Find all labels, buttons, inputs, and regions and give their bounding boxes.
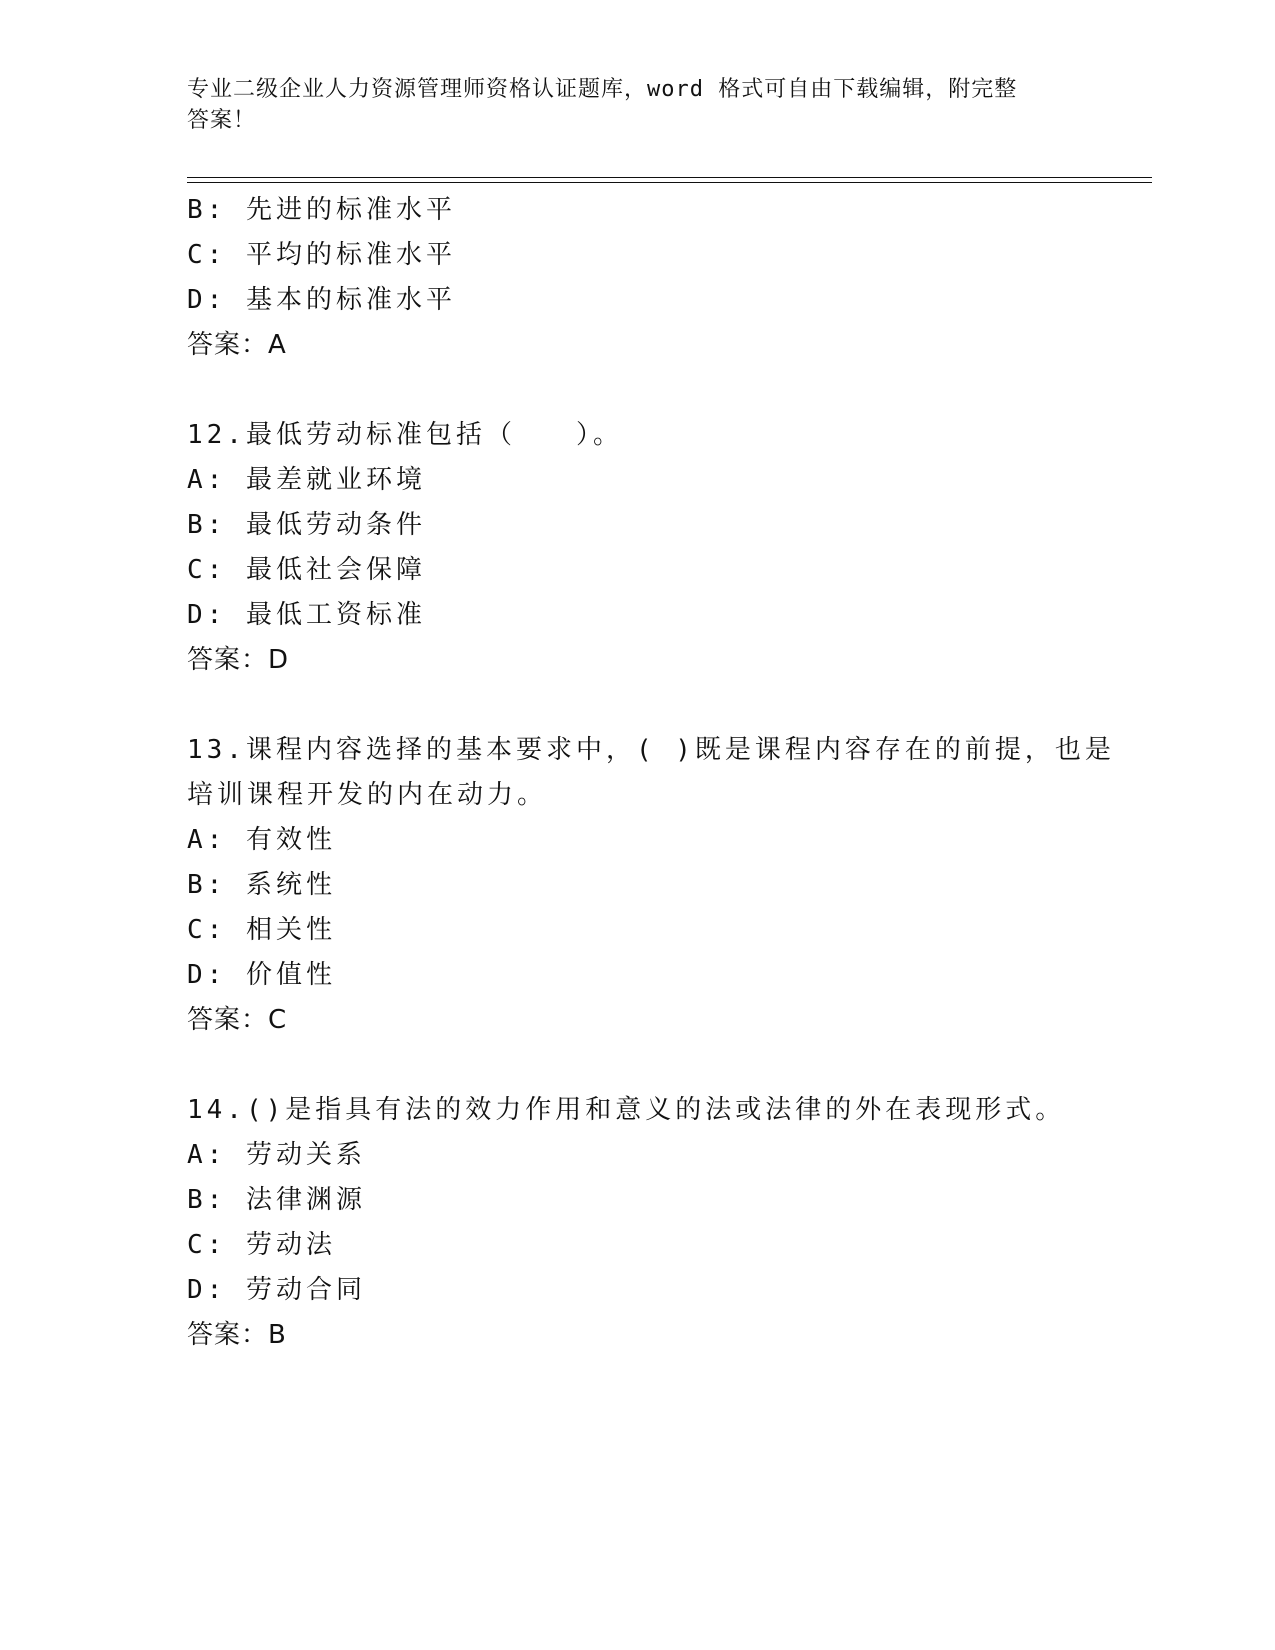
q13-option-a: A: 有效性 [187,825,336,855]
q14-option-c: C: 劳动法 [187,1230,336,1260]
q14-option-a: A: 劳动关系 [187,1140,366,1170]
q13-option-c: C: 相关性 [187,915,336,945]
q14-option-b: B: 法律渊源 [187,1185,366,1215]
q12-option-c: C: 最低社会保障 [187,555,426,585]
q12-question: 12.最低劳动标准包括（ ）。 [187,420,623,450]
q14-question: 14.()是指具有法的效力作用和意义的法或法律的外在表现形式。 [187,1095,1066,1125]
header-line-1: 专业二级企业人力资源管理师资格认证题库，word 格式可自由下载编辑，附完整 [187,77,1018,102]
q13-answer: 答案：C [187,1005,288,1035]
header-rule-top [187,177,1152,178]
q12-option-b: B: 最低劳动条件 [187,510,426,540]
q14-option-d: D: 劳动合同 [187,1275,366,1305]
q12-option-a: A: 最差就业环境 [187,465,426,495]
q14-answer: 答案：B [187,1320,287,1350]
document-header [187,74,1067,136]
q12-answer: 答案：D [187,645,290,675]
q13-option-d: D: 价值性 [187,960,336,990]
q11-option-c: C: 平均的标准水平 [187,240,456,270]
q11-answer: 答案：A [187,330,287,360]
q13-question-line-2: 培训课程开发的内在动力。 [187,780,548,810]
q13-option-b: B: 系统性 [187,870,336,900]
header-rule-bottom [187,182,1152,183]
header-line-2: 答案！ [187,108,257,133]
q11-option-b: B: 先进的标准水平 [187,195,456,225]
q13-question-line-1: 13.课程内容选择的基本要求中，( )既是课程内容存在的前提，也是 [187,735,1115,765]
q11-option-d: D: 基本的标准水平 [187,285,456,315]
q12-option-d: D: 最低工资标准 [187,600,426,630]
